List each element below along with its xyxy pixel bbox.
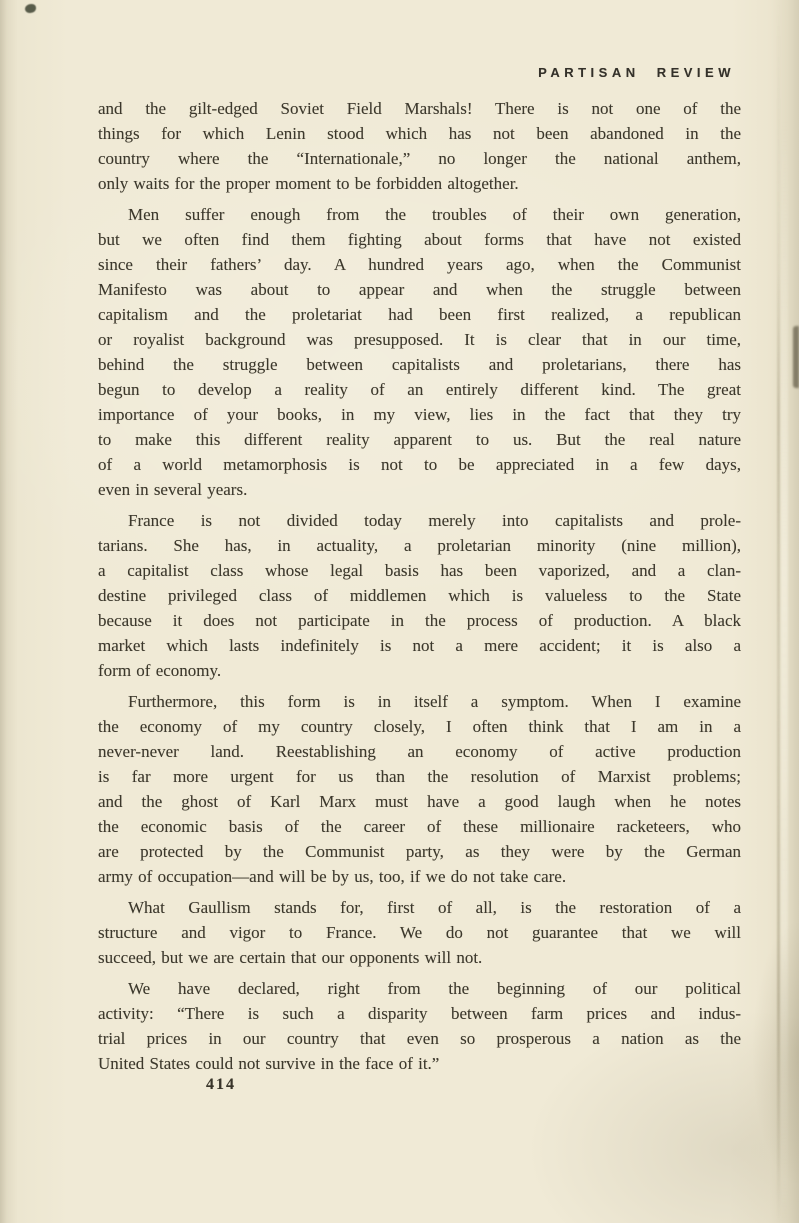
text-line: Men suffer enough from the troubles of their own generation, (128, 205, 741, 224)
text-line: because it does not participate in the process of production. A black (98, 611, 741, 630)
text-line: France is not divided today merely into capitalists and prole- (128, 511, 741, 530)
text-line: form of economy. (98, 661, 222, 680)
text-line: We have declared, right from the beginning of our political (128, 979, 741, 998)
text-line: things for which Lenin stood which has not been abandoned in the (98, 124, 741, 143)
text-line: Furthermore, this form is in itself a symptom. When I examine (128, 692, 741, 711)
text-line: the economic basis of the career of these millionaire racketeers, who (98, 817, 741, 836)
text-line: and the gilt-edged Soviet Field Marshals! There is not one of the (98, 99, 741, 118)
paragraph (98, 202, 741, 502)
page-corner-shadow (753, 923, 799, 1183)
paragraph (98, 508, 741, 683)
text-line: of a world metamorphosis is not to be appreciated in a few days, (98, 455, 741, 474)
text-line: never-never land. Reestablishing an economy of active production (98, 742, 741, 761)
text-line: even in several years. (98, 480, 248, 499)
page-number: 414 (206, 1076, 236, 1093)
text-line: market which lasts indefinitely is not a mere accident; it is also a (98, 636, 741, 655)
paragraph (98, 976, 741, 1076)
text-line: are protected by the Communist party, as they were by the German (98, 842, 741, 861)
running-header: PARTISAN REVIEW (538, 65, 735, 80)
text-line: to make this different reality apparent to us. But the real nature (98, 430, 741, 449)
text-line: country where the “Internationale,” no longer the national anthem, (98, 149, 741, 168)
text-line: the economy of my country closely, I often think that I am in a (98, 717, 741, 736)
text-line: capitalism and the proletariat had been first realized, a republican (98, 305, 741, 324)
page-edge-blot (793, 326, 799, 388)
text-line: army of occupation—and will be by us, too, if we do not take care. (98, 867, 567, 886)
text-line: is far more urgent for us than the resolution of Marxist problems; (98, 767, 741, 786)
text-line: and the ghost of Karl Marx must have a good laugh when he notes (98, 792, 741, 811)
text-line: activity: “There is such a disparity between farm prices and indus- (98, 1004, 741, 1023)
text-line: a capitalist class whose legal basis has been vaporized, and a clan- (98, 561, 741, 580)
text-line: behind the struggle between capitalists and proletarians, there has (98, 355, 741, 374)
text-line: succeed, but we are certain that our opponents will not. (98, 948, 483, 967)
text-line: United States could not survive in the face of it.” (98, 1054, 440, 1073)
text-line: What Gaullism stands for, first of all, is the restoration of a (128, 898, 741, 917)
paragraph (98, 96, 741, 196)
paragraph (98, 689, 741, 889)
text-line: only waits for the proper moment to be forbidden altogether. (98, 174, 519, 193)
text-line: trial prices in our country that even so prosperous a nation as the (98, 1029, 741, 1048)
text-line: Manifesto was about to appear and when the struggle between (98, 280, 741, 299)
text-line: since their fathers’ day. A hundred years ago, when the Communist (98, 255, 741, 274)
text-line: destine privileged class of middlemen which is valueless to the State (98, 586, 741, 605)
text-line: or royalist background was presupposed. It is clear that in our time, (98, 330, 741, 349)
text-line: structure and vigor to France. We do not guarantee that we will (98, 923, 741, 942)
text-line: importance of your books, in my view, lies in the fact that they try (98, 405, 741, 424)
body-text (98, 96, 741, 1082)
ink-speck (25, 4, 36, 13)
paragraph (98, 895, 741, 970)
text-line: begun to develop a reality of an entirely different kind. The great (98, 380, 741, 399)
text-line: but we often find them fighting about forms that have not existed (98, 230, 741, 249)
text-line: tarians. She has, in actuality, a proletarian minority (nine million), (98, 536, 741, 555)
